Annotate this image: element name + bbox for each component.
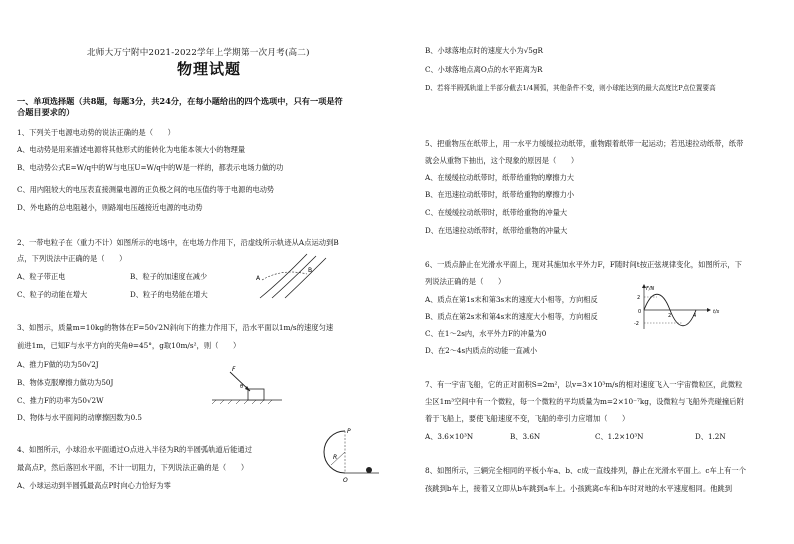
field-label-b: B — [308, 267, 313, 274]
question-6-option-a: A、质点在第1s末和第3s末的速度大小相等，方向相反 — [425, 295, 598, 304]
question-2-option-a: A、粒子带正电 — [17, 272, 66, 281]
question-7-stem-cont-2: 着于飞船上，要使飞船速度不变，飞船的牵引力应增加（ ） — [425, 414, 630, 423]
section-heading-cont: 合题目要求的） — [17, 107, 75, 117]
question-5-option-c: C、在缓缓拉动纸带时，纸带给重物的冲量大 — [425, 208, 568, 217]
graph-x-tick-2: 2 — [668, 313, 672, 319]
question-2-option-c: C、粒子的动能在增大 — [17, 290, 88, 299]
graph-x-label: t/s — [713, 309, 720, 315]
graph-x-tick-4: 4 — [693, 313, 697, 319]
question-5-option-a: A、在缓缓拉动纸带时，纸带给重物的摩擦力大 — [425, 173, 574, 182]
question-6-option-b: B、质点在第2s末和第4s末的速度大小相等，方向相反 — [425, 312, 598, 321]
question-2-option-d: D、粒子的电势能在增大 — [130, 290, 208, 299]
radius-label: R — [333, 454, 338, 461]
question-4-option-d: D、若将半圆弧轨道上半部分截去1/4圆弧，其他条件不变，则小球能达到的最大高度比P点位置要高 — [425, 84, 716, 92]
question-4-option-b: B、小球落地点时的速度大小为√5gR — [425, 46, 543, 55]
question-3-option-d: D、物体与水平面间的动摩擦因数为0.5 — [17, 413, 143, 422]
question-1-stem: 1、下列关于电源电动势的说法正确的是（ ） — [17, 128, 175, 137]
graph-y-label: F/N — [646, 286, 655, 292]
question-5-stem: 5、把重物压在纸带上，用一水平力缓缓拉动纸带，重物跟着纸带一起运动；若迅速拉动纸带，纸带 — [425, 139, 744, 148]
field-label-a: A — [256, 275, 261, 282]
question-7-option-d: D、1.2N — [695, 432, 726, 441]
page-title: 物理试题 — [177, 60, 242, 78]
graph-y-tick-neg2: -2 — [634, 321, 639, 327]
question-1-option-b: B、电动势公式E=W/q中的W与电压U=W/q中的W是一样的，都表示电场力做的功 — [17, 163, 284, 172]
question-4-stem-cont: 最高点P，然后落回水平面，不计一切阻力，下列说法正确的是（ ） — [17, 463, 249, 472]
question-3-option-c: C、推力F的功率为50√2W — [17, 396, 104, 405]
point-p-label: P — [347, 428, 351, 435]
electric-field-figure — [252, 250, 332, 300]
question-6-option-d: D、在2～4s内质点的动能一直减小 — [425, 346, 538, 355]
question-5-stem-cont: 就会从重物下抽出，这个现象的原因是（ ） — [425, 156, 579, 165]
question-1-option-d: D、外电路的总电阻越小，则路端电压越接近电源的电动势 — [17, 203, 203, 212]
question-1-option-a: A、电动势是用来描述电源将其他形式的能转化为电能本领大小的物理量 — [17, 145, 246, 154]
point-o-label: O — [343, 477, 348, 484]
question-7-option-b: B、3.6N — [510, 432, 541, 441]
question-4-option-a: A、小球运动到半圆弧最高点P时向心力恰好为零 — [17, 481, 171, 490]
question-6-stem-cont: 列说法正确的是（ ） — [425, 277, 506, 286]
question-1-option-c: C、用内阻较大的电压表直接测量电源的正负极之间的电压值约等于电源的电动势 — [17, 185, 275, 194]
force-label: F — [232, 366, 236, 373]
push-block-figure — [212, 360, 287, 405]
angle-label: θ — [240, 384, 244, 390]
force-time-graph — [630, 283, 740, 333]
question-5-option-b: B、在迅速拉动纸带时，纸带给重物的摩擦力小 — [425, 190, 575, 199]
question-7-option-c: C、1.2×10³N — [595, 432, 644, 441]
section-heading: 一、单项选择题（共8题，每题3分，共24分，在每小题给出的四个选项中，只有一项是符 — [17, 96, 343, 106]
question-3-stem-cont: 前进1m，已知F与水平方向的夹角θ=45°，g取10m/s²，则（ ） — [17, 341, 241, 350]
question-3-stem: 3、如图示，质量m=10kg的物体在F=50√2N斜向下的推力作用下，沿水平面以1m/s的速度匀速 — [17, 323, 334, 332]
school-header: 北师大万宁附中2021-2022学年上学期第一次月考(高二) — [87, 48, 310, 58]
question-8-stem-cont: 孩跳到b车上，接着又立即从b车跳到a车上。小孩跳离c车和b车时对地的水平速度相同。他跳到 — [425, 484, 733, 493]
semicircle-track-figure — [317, 425, 382, 485]
question-2-option-b: B、粒子的加速度在减少 — [130, 272, 208, 281]
question-7-stem: 7、有一宇宙飞船，它的正对面积S=2m²，以v=3×10³m/s的相对速度飞入一宇宙微粒区，此微粒 — [425, 380, 743, 389]
question-3-option-b: B、物体克服摩擦力做功为50J — [17, 378, 114, 387]
question-7-option-a: A、3.6×10³N — [425, 432, 474, 441]
question-4-option-c: C、小球落地点离O点的水平距离为R — [425, 65, 543, 74]
question-7-stem-cont: 尘区1m³空间中有一个微粒，每一个微粒的平均质量为m=2×10⁻⁷kg，设微粒与飞船外壳碰撞后附 — [425, 397, 744, 406]
question-2-stem: 2、一带电粒子在（重力不计）如图所示的电场中，在电场力作用下，沿虚线所示轨迹从A点运动到B — [17, 238, 339, 247]
question-3-option-a: A、推力F做的功为50√2J — [17, 360, 99, 369]
question-2-stem-cont: 点，下列说法中正确的是（ ） — [17, 254, 127, 263]
question-4-stem: 4、如图所示，小球沿水平面通过O点进入半径为R的半圆弧轨道后能通过 — [17, 445, 253, 454]
question-8-stem: 8、如图所示，三辆完全相同的平板小车a、b、c成一直线排列，静止在光滑水平面上。c车上有一个 — [425, 466, 747, 475]
graph-origin: 0 — [638, 309, 642, 315]
question-6-stem: 6、一质点静止在光滑水平面上，现对其施加水平外力F，F随时间t按正弦规律变化，如图所示，下 — [425, 260, 742, 269]
graph-y-tick-2: 2 — [637, 295, 641, 301]
question-5-option-d: D、在迅速拉动纸带时，纸带给重物的冲量大 — [425, 226, 568, 235]
question-6-option-c: C、在1～2s内，水平外力F的冲量为0 — [425, 329, 547, 338]
